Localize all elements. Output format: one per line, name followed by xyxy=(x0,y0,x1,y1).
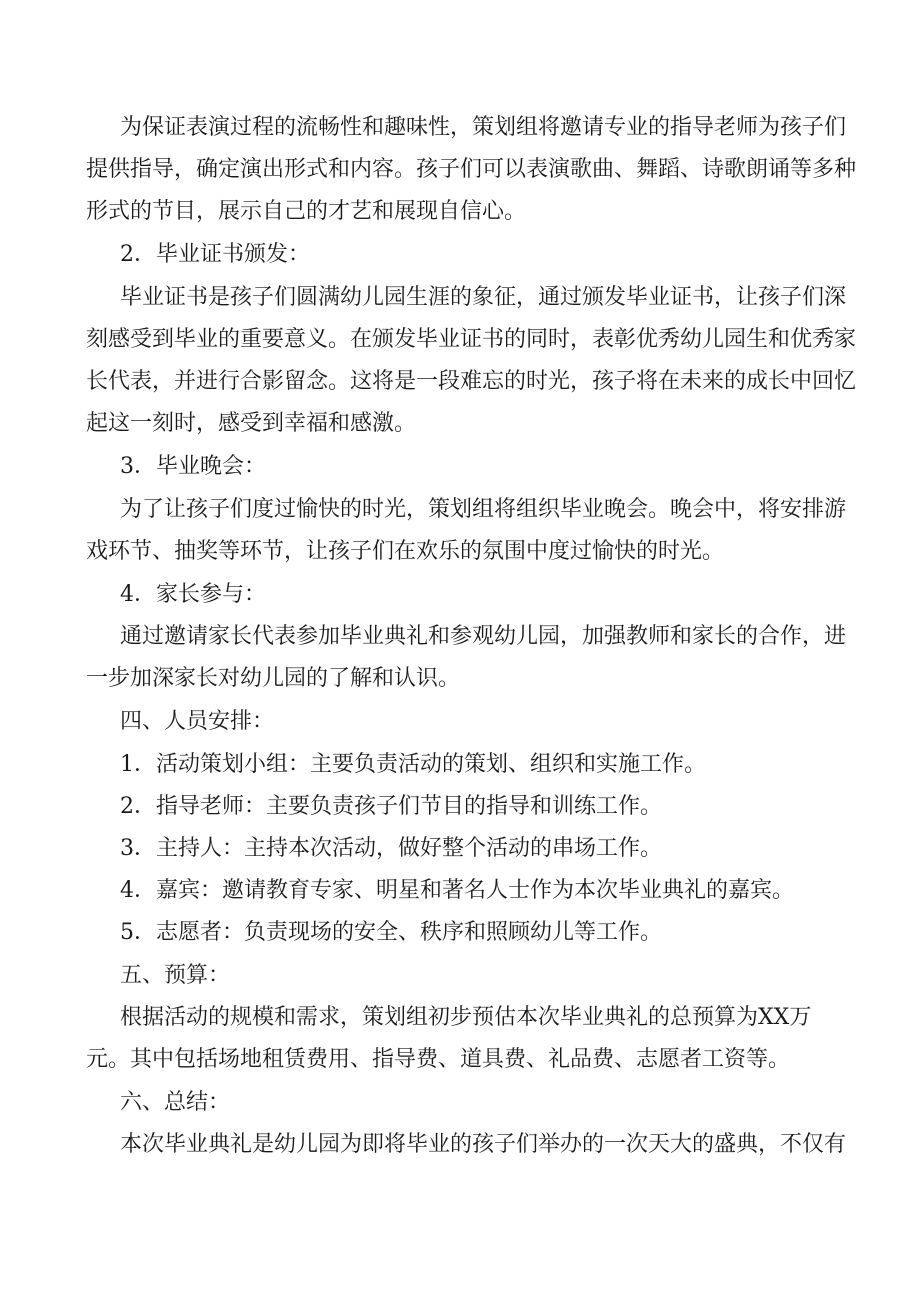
section-heading: 3．毕业晚会： xyxy=(120,454,266,479)
list-item: 5．志愿者：负责现场的安全、秩序和照顾幼儿等工作。 xyxy=(120,920,662,945)
section-heading: 2．毕业证书颁发： xyxy=(120,242,310,267)
list-item: 3．主持人：主持本次活动，做好整个活动的串场工作。 xyxy=(120,836,662,861)
list-item: 1．活动策划小组：主要负责活动的策划、组织和实施工作。 xyxy=(120,752,706,777)
paragraph-line: 起这一刻时，感受到幸福和感激。 xyxy=(86,411,417,436)
paragraph-line: 刻感受到毕业的重要意义。在颁发毕业证书的同时，表彰优秀幼儿园生和优秀家 xyxy=(86,327,857,352)
paragraph-line: 为保证表演过程的流畅性和趣味性，策划组将邀请专业的指导老师为孩子们 xyxy=(120,115,847,140)
paragraph-line: 根据活动的规模和需求，策划组初步预估本次毕业典礼的总预算为XX万 xyxy=(120,1005,812,1030)
paragraph-line: 戏环节、抽奖等环节，让孩子们在欢乐的氛围中度过愉快的时光。 xyxy=(86,539,725,564)
list-item: 2．指导老师：主要负责孩子们节目的指导和训练工作。 xyxy=(120,794,662,819)
list-item: 4．嘉宾：邀请教育专家、明星和著名人士作为本次毕业典礼的嘉宾。 xyxy=(120,878,794,903)
section-heading: 五、预算： xyxy=(120,963,231,988)
paragraph-line: 元。其中包括场地租赁费用、指导费、道具费、礼品费、志愿者工资等。 xyxy=(86,1047,791,1072)
paragraph-line: 毕业证书是孩子们圆满幼儿园生涯的象征，通过颁发毕业证书，让孩子们深 xyxy=(120,285,847,310)
section-heading: 六、总结： xyxy=(120,1090,231,1115)
paragraph-line: 形式的节目，展示自己的才艺和展现自信心。 xyxy=(86,199,527,224)
paragraph-line: 一步加深家长对幼儿园的了解和认识。 xyxy=(86,666,461,691)
section-heading: 四、人员安排： xyxy=(120,709,275,734)
paragraph-line: 提供指导，确定演出形式和内容。孩子们可以表演歌曲、舞蹈、诗歌朗诵等多种 xyxy=(86,157,857,182)
paragraph-line: 通过邀请家长代表参加毕业典礼和参观幼儿园，加强教师和家长的合作，进 xyxy=(120,624,847,649)
section-heading: 4．家长参与： xyxy=(120,582,266,607)
paragraph-line: 为了让孩子们度过愉快的时光，策划组将组织毕业晚会。晚会中，将安排游 xyxy=(120,497,847,522)
paragraph-line: 本次毕业典礼是幼儿园为即将毕业的孩子们举办的一次天大的盛典，不仅有 xyxy=(120,1132,847,1157)
paragraph-line: 长代表，并进行合影留念。这将是一段难忘的时光，孩子将在未来的成长中回忆 xyxy=(86,369,857,394)
